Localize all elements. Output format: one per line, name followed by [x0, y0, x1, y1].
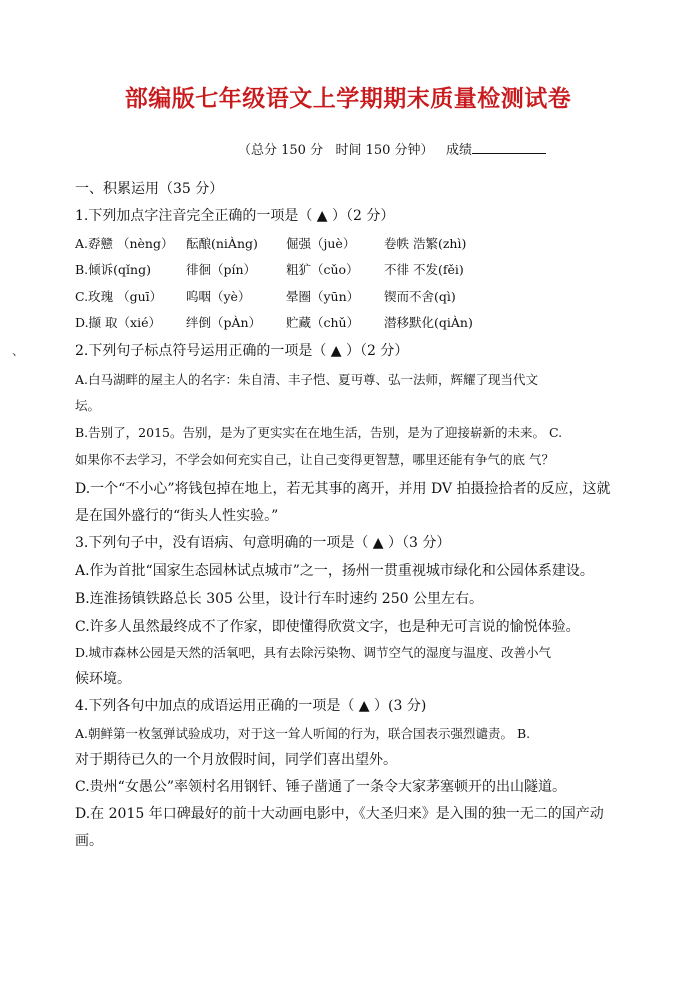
- q1-option-d-1: D.撷 取（xié）: [75, 315, 161, 330]
- q1-option-d-2: 绊倒（pÀn）: [186, 315, 262, 330]
- q1-option-b-1: B.倾诉(qǐng): [75, 262, 151, 277]
- score-blank: [472, 141, 546, 154]
- q2-option-a-cont: 坛。: [75, 398, 101, 413]
- q3-option-d-cont: 候环境。: [75, 671, 131, 687]
- q2-option-a: A.白马湖畔的屋主人的名字：朱自清、丰子恺、夏丏尊、弘一法师，辉耀了现当代文: [75, 372, 539, 387]
- time-limit: 时间 150 分钟）: [335, 143, 434, 158]
- q4-option-b: 对于期待已久的一个月放假时间，同学们喜出望外。: [75, 752, 397, 768]
- section-heading: 一、积累运用（35 分）: [75, 181, 224, 197]
- q3-option-b: B.连淮扬镇铁路总长 305 公里，设计行车时速约 250 公里左右。: [75, 591, 483, 607]
- q1-option-b-4: 不徘 不发(fěi): [384, 262, 464, 277]
- stray-mark: 、: [12, 344, 25, 358]
- q1-option-b-3: 粗犷（cǔo）: [286, 262, 359, 277]
- q1-option-c-2: 呜咽（yè）: [186, 289, 251, 304]
- q2-option-c: 如果你不去学习，不学会如何充实自己，让自己变得更智慧，哪里还能有争气的底 气？: [75, 452, 554, 467]
- q4-option-d-cont: 画。: [75, 833, 103, 849]
- q4-option-d: D.在 2015 年口碑最好的前十大动画电影中，《大圣归来》是入围的独一无二的国产动: [75, 806, 604, 822]
- q3-stem: 3.下列句子中，没有语病、句意明确的一项是（ ▲ ）（3 分）: [75, 535, 451, 551]
- q2-option-d: D.一个“不小心”将钱包掉在地上，若无其事的离开，并用 DV 拍摄捡拾者的反应，这就: [75, 481, 611, 497]
- q1-option-a-1: A.孬戆 （nèng）: [75, 236, 174, 251]
- q4-option-c: C.贵州“女愚公”率领村名用钢钎、锤子凿通了一条令大家茅塞顿开的出山隧道。: [75, 779, 566, 795]
- q4-stem: 4.下列各句中加点的成语运用正确的一项是（ ▲ ）(3 分): [75, 698, 427, 714]
- q1-stem: 1.下列加点字注音完全正确的一项是（ ▲ ）（2 分）: [75, 208, 395, 224]
- score-label: 成绩: [445, 143, 472, 158]
- q1-option-d-3: 贮藏（chǔ）: [286, 315, 360, 330]
- q2-option-d-cont: 是在国外盛行的“街头人性实验。”: [75, 508, 279, 524]
- q1-option-a-4: 卷帙 浩繁(zhì): [384, 236, 467, 251]
- page-title: 部编版七年级语文上学期期末质量检测试卷: [124, 86, 572, 112]
- q2-stem: 2.下列句子标点符号运用正确的一项是（ ▲ ）（2 分）: [75, 343, 409, 359]
- q3-option-c: C.许多人虽然最终成不了作家，即使懂得欣赏文字，也是种无可言说的愉悦体验。: [75, 619, 580, 635]
- q1-option-c-3: 晕圈（yūn）: [286, 289, 360, 304]
- q1-option-a-2: 酝酿(niÀng): [186, 236, 258, 251]
- q1-option-d-4: 潜移默化(qiÀn): [384, 315, 473, 330]
- q1-option-a-3: 倔强（juè）: [286, 236, 356, 251]
- total-score: （总分 150 分: [238, 143, 324, 158]
- q4-option-a: A.朝鲜第一枚氢弹试验成功，对于这一耸人听闻的行为，联合国表示强烈谴责。 B.: [75, 726, 531, 741]
- q1-option-c-1: C.玫瑰 （guī）: [75, 289, 163, 304]
- q2-option-b: B.告别了，2015。告别，是为了更实实在在地生活，告别，是为了迎接崭新的未来。 C.: [75, 425, 563, 440]
- q3-option-a: A.作为首批“国家生态园林试点城市”之一，扬州一贯重视城市绿化和公园体系建设。: [75, 563, 594, 579]
- q1-option-b-2: 徘徊（pín）: [186, 262, 257, 277]
- q1-option-c-4: 锲而不舍(qì): [384, 289, 456, 304]
- q3-option-d: D.城市森林公园是天然的活氧吧，具有去除污染物、调节空气的湿度与温度、改善小气: [75, 645, 552, 660]
- exam-meta: [238, 139, 546, 158]
